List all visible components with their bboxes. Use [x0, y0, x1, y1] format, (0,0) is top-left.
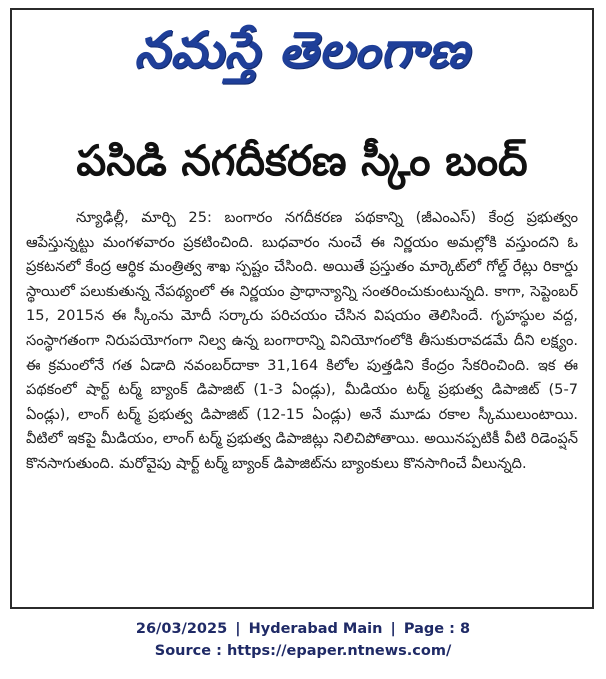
article-headline: పసిడి నగదీకరణ స్కీం బంద్: [76, 136, 528, 185]
footer-separator-1: |: [235, 621, 241, 637]
article-clipping-frame: [10, 8, 594, 609]
article-body: న్యూఢిల్లీ, మార్చి 25: బంగారం నగదీకరణ పథకాన్ని (జీఎంఎస్) కేంద్ర ప్రభుత్వం ఆపేస్తున్నట్టు మంగళవారం ప్రకటించింది. బుధవారం నుంచే ఈ నిర్ణయం అమల్లోకి వస్తుందని ఓ ప్రకటనలో కేంద్ర ఆర్థిక మంత్రిత్వ శాఖ స్పష్టం చేసింది. అయితే ప్రస్తుతం మార్కెట్‌లో గోల్డ్ రేట్లు రికార్డు స్థాయిలో పలుకుతున్న నేపథ్యంలో ఈ నిర్ణయం ప్రాధాన్యాన్ని సంతరించుకుంటున్నది. కాగా, సెప్టెంబర్ 15, 2015న ఈ స్కీంను మోదీ సర్కారు పరిచయం చేసిన విషయం తెలిసిందే. గృహస్థుల వద్ద, సంస్థాగతంగా నిరుపయోగంగా నిల్వ ఉన్న బంగారాన్ని వినియోగంలోకి తీసుకురావడమే దీని లక్ష్యం. ఈ క్రమంలోనే గత ఏడాది నవంబర్‌దాకా 31,164 కిలోల పుత్తడిని కేంద్రం సేకరించింది. ఇక ఈ పథకంలో షార్ట్ టర్మ్ బ్యాంక్ డిపాజిట్ (1-3 ఏండ్లు), మీడియం టర్మ్ ప్రభుత్వ డిపాజిట్ (5-7 ఏండ్లు), లాంగ్ టర్మ్ ప్రభుత్వ డిపాజిట్ (12-15 ఏండ్లు) అనే మూడు రకాల స్కీములుంటాయి. వీటిలో ఇకపై మీడియం, లాంగ్ టర్మ్ ప్రభుత్వ డిపాజిట్లు నిలిచిపోతాయి. అయినప్పటికీ వీటి రిడెంప్షన్ కొనసాగుతుంది. మరోవైపు షార్ట్ టర్మ్ బ్యాంక్ డిపాజిట్‌ను బ్యాంకులు కొనసాగించే వీలున్నది.: [26, 209, 578, 472]
clipping-footer: [0, 618, 606, 662]
footer-source[interactable]: Source : https://epaper.ntnews.com/: [154, 643, 452, 659]
newspaper-masthead: నమస్తే తెలంగాణ: [134, 21, 470, 79]
footer-meta-line: [0, 618, 606, 640]
footer-page: Page : 8: [403, 621, 471, 637]
footer-edition: Hyderabad Main: [248, 621, 383, 637]
footer-separator-2: |: [390, 621, 396, 637]
footer-date: 26/03/2025: [135, 621, 228, 637]
